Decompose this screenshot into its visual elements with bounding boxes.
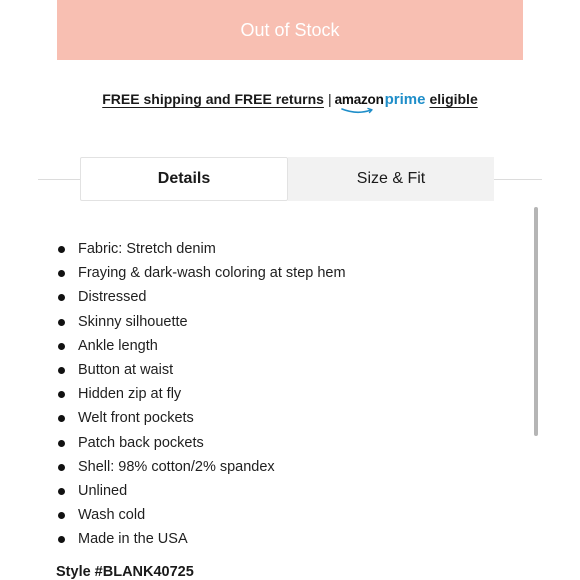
- bullet-dot-icon: [58, 415, 65, 422]
- list-item: [56, 431, 346, 455]
- list-item: [56, 527, 346, 551]
- prime-eligible-link[interactable]: eligible: [429, 91, 478, 107]
- list-item-text: Fraying & dark-wash coloring at step hem: [78, 265, 346, 282]
- bullet-dot-icon: [58, 391, 65, 398]
- list-item: [56, 455, 346, 479]
- bullet-dot-icon: [58, 367, 65, 374]
- amazon-smile-icon: [341, 107, 377, 115]
- list-item-text: Hidden zip at fly: [78, 386, 182, 403]
- list-item: [56, 382, 346, 406]
- style-number: Style #BLANK40725: [56, 564, 194, 580]
- list-item: [56, 285, 346, 309]
- bullet-dot-icon: [58, 246, 65, 253]
- list-item-text: Welt front pockets: [78, 410, 194, 427]
- list-item-text: Wash cold: [78, 507, 146, 524]
- bullet-dot-icon: [58, 270, 65, 277]
- list-item-text: Unlined: [78, 482, 128, 499]
- shipping-offer: [0, 88, 580, 111]
- list-item: [56, 358, 346, 382]
- tab-size-and-fit[interactable]: Size & Fit: [288, 157, 494, 201]
- scrollbar[interactable]: [534, 207, 538, 436]
- list-item: [56, 334, 346, 358]
- out-of-stock-button[interactable]: Out of Stock: [57, 0, 523, 60]
- amazon-prime-logo: [335, 88, 426, 111]
- list-item: [56, 406, 346, 430]
- list-item: [56, 503, 346, 527]
- bullet-dot-icon: [58, 536, 65, 543]
- list-item-text: Button at waist: [78, 361, 174, 378]
- bullet-dot-icon: [58, 440, 65, 447]
- details-list: [56, 237, 346, 551]
- list-item-text: Fabric: Stretch denim: [78, 241, 216, 257]
- list-item-text: Skinny silhouette: [78, 313, 188, 330]
- list-item: [56, 237, 346, 261]
- bullet-dot-icon: [58, 319, 65, 326]
- bullet-dot-icon: [58, 488, 65, 495]
- details-tabs: [80, 157, 494, 201]
- bullet-dot-icon: [58, 294, 65, 301]
- list-item-text: Patch back pockets: [78, 434, 204, 451]
- shipping-separator: |: [327, 91, 332, 107]
- bullet-dot-icon: [58, 464, 65, 471]
- list-item: [56, 261, 346, 285]
- bullet-dot-icon: [58, 512, 65, 519]
- list-item-text: Distressed: [78, 289, 147, 306]
- prime-word: prime: [384, 91, 426, 108]
- free-shipping-link[interactable]: FREE shipping and FREE returns: [102, 91, 324, 107]
- list-item-text: Ankle length: [78, 337, 158, 354]
- list-item: [56, 310, 346, 334]
- bullet-dot-icon: [58, 343, 65, 350]
- tab-details[interactable]: Details: [80, 157, 288, 201]
- list-item-text: Made in the USA: [78, 531, 188, 548]
- list-item-text: Shell: 98% cotton/2% spandex: [78, 458, 275, 475]
- list-item: [56, 479, 346, 503]
- amazon-word: amazon: [334, 92, 384, 107]
